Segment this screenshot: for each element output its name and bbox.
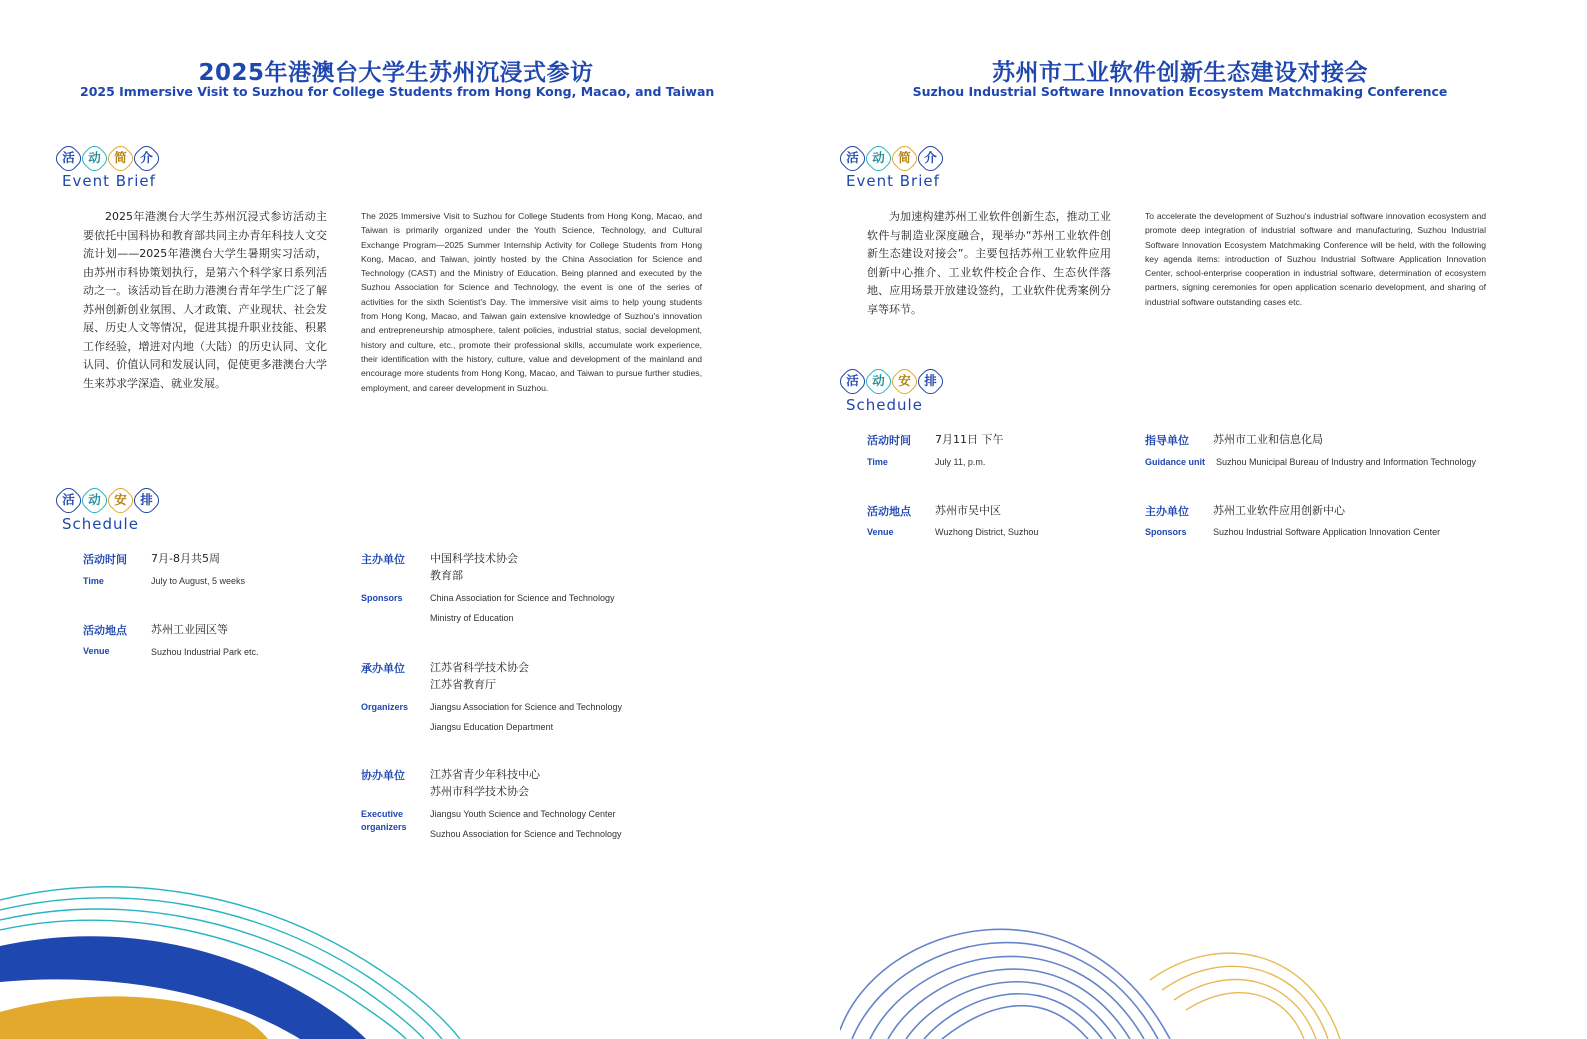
left-time-value-en: July to August, 5 weeks xyxy=(151,576,246,586)
right-sponsors-label-en: Sponsors xyxy=(1145,527,1187,537)
left-schedule-heading-en: Schedule xyxy=(62,515,139,533)
left-sponsors-label-en: Sponsors xyxy=(361,593,403,603)
right-title-en: Suzhou Industrial Software Innovation Ecosystem Matchmaking Conference xyxy=(912,84,1448,99)
right-schedule-heading-en: Schedule xyxy=(846,396,923,414)
left-schedule-heading-chips xyxy=(57,489,158,512)
left-brief-heading-chips xyxy=(57,147,158,170)
left-sponsors-value-zh-2: 教育部 xyxy=(430,569,463,582)
left-sponsors-value-en-2: Ministry of Education xyxy=(430,613,514,623)
right-venue-label-en: Venue xyxy=(867,527,894,537)
chip: 活 xyxy=(836,142,869,175)
left-title-zh: 2025年港澳台大学生苏州沉浸式参访 xyxy=(198,60,594,86)
right-brief-heading-chips xyxy=(841,147,942,170)
right-guidance-value-zh: 苏州市工业和信息化局 xyxy=(1213,433,1323,446)
chip: 活 xyxy=(52,484,85,517)
left-venue-value-en: Suzhou Industrial Park etc. xyxy=(151,647,259,657)
left-sponsors-label-zh: 主办单位 xyxy=(361,553,405,566)
left-venue-label-zh: 活动地点 xyxy=(83,624,127,637)
right-title-zh: 苏州市工业软件创新生态建设对接会 xyxy=(992,60,1368,86)
left-executive-value-en-1: Jiangsu Youth Science and Technology Center xyxy=(430,809,616,819)
chip: 介 xyxy=(130,142,163,175)
chip: 活 xyxy=(52,142,85,175)
chip: 动 xyxy=(78,484,111,517)
left-organizers-label-en: Organizers xyxy=(361,702,409,712)
right-time-value-zh: 7月11日 下午 xyxy=(935,433,1004,446)
left-sponsors-value-zh-1: 中国科学技术协会 xyxy=(430,552,518,565)
right-venue-label-zh: 活动地点 xyxy=(867,505,911,518)
chip: 安 xyxy=(104,484,137,517)
chip: 排 xyxy=(914,365,947,398)
right-decorative-arcs xyxy=(840,880,1400,1039)
left-executive-value-zh-1: 江苏省青少年科技中心 xyxy=(430,768,540,781)
right-brief-text-en: To accelerate the development of Suzhou's industrial software innovation ecosystem and promote deep integration of industrial software and manufacturing, Suzhou Industrial Software Innovation Ecosystem Matchmaking Conference will be held, with the following key agenda items: introduction of Suzhou Industrial Software Application Innovation Center, school-enterprise cooperation in industrial software, determination of ecosystem partners, signing ceremonies for open application scenario development, and sharing of industrial software outstanding cases etc. xyxy=(1145,211,1486,307)
left-time-label-en: Time xyxy=(83,576,104,586)
left-sponsors-value-en-1: China Association for Science and Technology xyxy=(430,593,615,603)
left-brief-text-en: The 2025 Immersive Visit to Suzhou for College Students from Hong Kong, Macao, and Taiwan is primarily organized under the Youth Science, Technology, and Cultural Exchange Program—2025 Summer Internship Activity for College Students from Hong Kong, Macao, and Taiwan, jointly hosted by the China Association for Science and Technology (CAST) and the Ministry of Education. Being planned and executed by the Suzhou Association for Science and Technology, the event is one of the series of activities for the sixth Scientist's Day. The immersive visit aims to help young students from Hong Kong, Macao, and Taiwan gain extensive knowledge of Suzhou's innovation and entrepreneurship atmosphere, talent policies, industrial status, social development, history and culture, etc., promote their professional skills, accumulate work experience, their identification with the history, culture, value and development of the mainland and encourage more students from Hong Kong, Macao, and Taiwan to pursue further studies, employment, and career development in Suzhou. xyxy=(361,211,702,393)
chip: 动 xyxy=(862,365,895,398)
right-time-label-en: Time xyxy=(867,457,888,467)
right-schedule-heading-chips xyxy=(841,370,942,393)
left-brief-text-zh: 2025年港澳台大学生苏州沉浸式参访活动主要依托中国科协和教育部共同主办青年科技人文交流计划——2025年港澳台大学生暑期实习活动，由苏州市科协策划执行，是第六个科学家日系列活动之一。该活动旨在助力港澳台青年学生广泛了解苏州创新创业氛围、人才政策、产业现状、社会发展、历史人文等情况，促进其提升职业技能、积累工作经验，增进对内地（大陆）的历史认同、文化认同、价值认同和发展认同，促使更多港澳台大学生来苏求学深造、就业发展。 xyxy=(83,210,327,390)
chip: 介 xyxy=(914,142,947,175)
chip: 动 xyxy=(862,142,895,175)
right-guidance-label-en: Guidance unit xyxy=(1145,457,1206,467)
left-organizers-value-en-2: Jiangsu Education Department xyxy=(430,722,554,732)
left-title-en: 2025 Immersive Visit to Suzhou for College Students from Hong Kong, Macao, and Taiwan xyxy=(80,84,715,99)
chip: 排 xyxy=(130,484,163,517)
left-executive-label-zh: 协办单位 xyxy=(361,769,405,782)
chip: 简 xyxy=(104,142,137,175)
left-executive-value-en-2: Suzhou Association for Science and Technology xyxy=(430,829,622,839)
left-decorative-waves xyxy=(0,860,520,1039)
chip: 简 xyxy=(888,142,921,175)
chip: 安 xyxy=(888,365,921,398)
chip: 动 xyxy=(78,142,111,175)
left-venue-value-zh: 苏州工业园区等 xyxy=(151,623,228,636)
right-venue-value-en: Wuzhong District, Suzhou xyxy=(935,527,1039,537)
left-executive-value-zh-2: 苏州市科学技术协会 xyxy=(430,785,529,798)
left-organizers-value-zh-1: 江苏省科学技术协会 xyxy=(430,661,529,674)
right-time-label-zh: 活动时间 xyxy=(867,434,911,447)
right-guidance-value-en: Suzhou Municipal Bureau of Industry and Information Technology xyxy=(1216,457,1476,467)
left-venue-label-en: Venue xyxy=(83,646,110,656)
right-sponsors-label-zh: 主办单位 xyxy=(1145,505,1189,518)
right-brief-heading-en: Event Brief xyxy=(846,172,940,190)
left-time-value-zh: 7月-8月共5周 xyxy=(151,552,220,565)
right-sponsors-value-zh: 苏州工业软件应用创新中心 xyxy=(1213,504,1345,517)
left-executive-label-en: Executive organizers xyxy=(361,809,407,832)
right-guidance-label-zh: 指导单位 xyxy=(1145,434,1189,447)
left-organizers-label-zh: 承办单位 xyxy=(361,662,405,675)
right-venue-value-zh: 苏州市吴中区 xyxy=(935,504,1001,517)
left-time-label-zh: 活动时间 xyxy=(83,553,127,566)
right-brief-text-zh: 为加速构建苏州工业软件创新生态，推动工业软件与制造业深度融合，现举办“苏州工业软件创新生态建设对接会”。主要包括苏州工业软件应用创新中心推介、工业软件校企合作、生态伙伴落地、应用场景开放建设签约，工业软件优秀案例分享等环节。 xyxy=(867,210,1111,316)
left-organizers-value-en-1: Jiangsu Association for Science and Technology xyxy=(430,702,622,712)
left-brief-heading-en: Event Brief xyxy=(62,172,156,190)
left-organizers-value-zh-2: 江苏省教育厅 xyxy=(430,678,496,691)
right-time-value-en: July 11, p.m. xyxy=(935,457,986,467)
right-sponsors-value-en: Suzhou Industrial Software Application Innovation Center xyxy=(1213,527,1441,537)
chip: 活 xyxy=(836,365,869,398)
